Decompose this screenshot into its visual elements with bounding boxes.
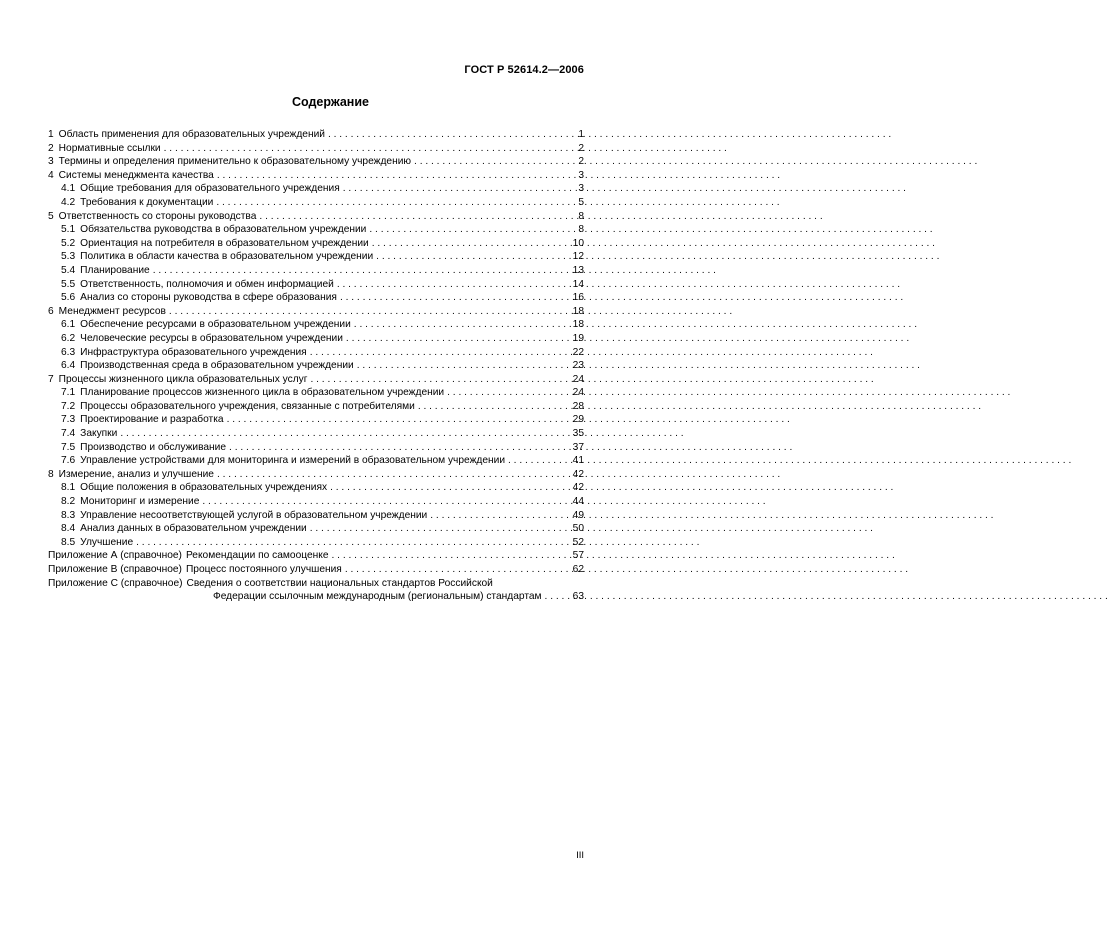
toc-appendix-label: Рекомендации по самооценке bbox=[185, 550, 329, 562]
toc-entry-page: 8 bbox=[578, 210, 584, 222]
toc-leader-dots bbox=[310, 373, 569, 387]
toc-entry[interactable] bbox=[48, 332, 584, 346]
toc-entry-number: 4.2 bbox=[61, 196, 76, 208]
toc-entry-label: Ответственность со стороны руководства bbox=[58, 210, 257, 222]
toc-entry-number: 7.1 bbox=[61, 387, 76, 399]
toc-entry-number: 5.6 bbox=[61, 292, 76, 304]
toc-entry-page: 13 bbox=[572, 264, 584, 276]
toc-entry-number: 7.2 bbox=[61, 400, 76, 412]
toc-entry-number: 2 bbox=[48, 142, 54, 154]
toc-leader-dots bbox=[310, 346, 570, 360]
toc-entry[interactable] bbox=[48, 468, 584, 482]
toc-entry-page: 16 bbox=[572, 292, 584, 304]
toc-entry-number: 5.4 bbox=[61, 264, 76, 276]
toc-entry-page: 42 bbox=[572, 482, 584, 494]
toc-leader-dots bbox=[345, 563, 570, 577]
toc-entry-number: 5.1 bbox=[61, 224, 76, 236]
toc-leader-dots bbox=[229, 441, 570, 455]
toc-appendix-prefix: Приложение А (справочное) bbox=[48, 550, 182, 562]
toc-entry[interactable] bbox=[48, 318, 584, 332]
toc-entry[interactable] bbox=[48, 346, 584, 360]
toc-entry-page: 23 bbox=[572, 360, 584, 372]
toc-entry-number: 5.2 bbox=[61, 237, 76, 249]
toc-entry-page: 37 bbox=[572, 441, 584, 453]
toc-entry-page: 24 bbox=[572, 387, 584, 399]
toc-entry-label: Планирование процессов жизненного цикла в образовательном учреждении bbox=[80, 387, 445, 399]
toc-entry-label: Ориентация на потребителя в образовательном учреждении bbox=[80, 237, 369, 249]
toc-entry-number: 7.3 bbox=[61, 414, 76, 426]
toc-leader-dots bbox=[340, 291, 570, 305]
toc-leader-dots bbox=[447, 386, 570, 400]
toc-entry-number: 4.1 bbox=[61, 183, 76, 195]
toc-entry-number: 6.1 bbox=[61, 319, 76, 331]
toc-entry-label: Область применения для образовательных учреждений bbox=[58, 129, 325, 140]
toc-entry-number: 6.4 bbox=[61, 360, 76, 372]
toc-leader-dots bbox=[217, 169, 575, 183]
toc-entry-label: Обязательства руководства в образовательном учреждении bbox=[80, 224, 367, 236]
toc-entry-label: Системы менеджмента качества bbox=[58, 169, 214, 181]
toc-entry-number: 5.3 bbox=[61, 251, 76, 263]
toc-entry-label: Закупки bbox=[80, 428, 118, 440]
toc-entry-page: 12 bbox=[572, 251, 584, 263]
toc-entry-number: 6.3 bbox=[61, 346, 76, 358]
toc-leader-dots bbox=[545, 590, 570, 604]
toc-appendix-prefix: Приложение В (справочное) bbox=[48, 564, 182, 575]
toc-entry-number: 7.4 bbox=[61, 428, 76, 440]
toc-entry-number: 8.3 bbox=[61, 509, 76, 521]
toc-entry-page: 52 bbox=[572, 536, 584, 548]
toc-entry[interactable] bbox=[48, 169, 584, 183]
toc-leader-dots bbox=[136, 536, 570, 550]
toc-entry-page: 28 bbox=[572, 400, 584, 412]
toc-title: Содержание bbox=[291, 95, 369, 109]
toc-entry-page: 1 bbox=[578, 129, 584, 140]
toc-entry[interactable] bbox=[48, 278, 584, 292]
toc-entry-number: 8 bbox=[48, 468, 54, 480]
toc-entry-page: 50 bbox=[572, 523, 584, 535]
toc-entry-number: 5.5 bbox=[61, 278, 76, 290]
toc-entry-label: Ответственность, полномочия и обмен информацией bbox=[80, 278, 334, 290]
toc-entry[interactable] bbox=[48, 509, 584, 523]
toc-entry[interactable] bbox=[48, 155, 584, 169]
toc-appendix-label: Процесс постоянного улучшения bbox=[185, 564, 342, 575]
toc-entry[interactable] bbox=[48, 386, 584, 400]
toc-entry[interactable] bbox=[48, 359, 584, 373]
toc-entry-label: Общие требования для образовательного учреждения bbox=[80, 183, 340, 195]
toc-entry[interactable] bbox=[48, 237, 584, 251]
toc-entry-page: 10 bbox=[572, 237, 584, 249]
toc-entry[interactable] bbox=[48, 128, 584, 142]
toc-entry-label: Мониторинг и измерение bbox=[80, 496, 200, 508]
toc-entry-label: Человеческие ресурсы в образовательном учреждении bbox=[80, 332, 343, 344]
page-number: III bbox=[576, 850, 584, 861]
toc-entry-label: Требования к документации bbox=[80, 196, 214, 208]
toc-leader-dots bbox=[202, 495, 569, 509]
toc-entry-page: 8 bbox=[578, 224, 584, 236]
toc-entry-page: 18 bbox=[572, 319, 584, 331]
toc-entry-label: Производственная среда в образовательном учреждении bbox=[80, 360, 354, 372]
toc-entry-number: 8.4 bbox=[61, 523, 76, 535]
toc-leader-dots bbox=[376, 250, 569, 264]
standard-code: ГОСТ Р 52614.2—2006 bbox=[464, 64, 584, 76]
toc-entry[interactable] bbox=[48, 481, 584, 495]
toc-entry-page: 5 bbox=[578, 196, 584, 208]
toc-entry-label: Процессы жизненного цикла образовательных услуг bbox=[58, 373, 308, 385]
toc-entry-label: Обеспечение ресурсами в образовательном учреждении bbox=[80, 319, 351, 331]
toc-entry[interactable] bbox=[48, 250, 584, 264]
toc-entry-page: 44 bbox=[572, 496, 584, 508]
toc-entry-number: 7.5 bbox=[61, 441, 76, 453]
toc-entry[interactable] bbox=[48, 427, 584, 441]
toc-entry-label: Управление несоответствующей услугой в образовательном учреждении bbox=[80, 509, 428, 521]
toc-entry-number: 3 bbox=[48, 156, 54, 168]
toc-entry[interactable] bbox=[48, 413, 584, 427]
toc-entry[interactable] bbox=[48, 142, 584, 156]
toc-appendix-label: Сведения о соответствии национальных стандартов Российской bbox=[186, 577, 493, 589]
toc-entry-number: 7 bbox=[48, 373, 54, 385]
toc-entry[interactable] bbox=[48, 536, 584, 550]
toc-entry-label: Планирование bbox=[80, 264, 150, 276]
toc-entry-label: Нормативные ссылки bbox=[58, 142, 161, 154]
toc-appendix-label-continued: Федерации ссылочным международным (региональным) стандартам bbox=[213, 591, 542, 603]
toc-leader-dots bbox=[346, 332, 570, 346]
toc-entry-page: 22 bbox=[572, 346, 584, 358]
toc-entry-page: 14 bbox=[572, 278, 584, 290]
toc-leader-dots bbox=[414, 155, 575, 169]
toc-entry[interactable] bbox=[48, 454, 584, 468]
toc-entry[interactable] bbox=[48, 522, 584, 536]
toc-entry[interactable] bbox=[48, 196, 584, 210]
toc-entry-label: Улучшение bbox=[80, 536, 134, 548]
toc-entry-page: 18 bbox=[572, 305, 584, 317]
toc-entry-label: Управление устройствами для мониторинга и измерений в образовательном учреждении bbox=[80, 455, 506, 467]
toc-leader-dots bbox=[330, 481, 570, 495]
toc-appendix-prefix: Приложение С (справочное) bbox=[48, 577, 183, 589]
toc-entry-number: 7.6 bbox=[61, 455, 76, 467]
toc-entry-page: 2 bbox=[578, 156, 584, 168]
toc-leader-dots bbox=[153, 264, 570, 278]
toc-entry[interactable] bbox=[48, 210, 584, 224]
toc-appendix-entry[interactable] bbox=[48, 577, 584, 591]
toc-entry-label: Менеджмент ресурсов bbox=[58, 305, 166, 317]
toc-entry-page: 24 bbox=[572, 373, 584, 385]
toc-entry[interactable] bbox=[48, 373, 584, 387]
toc-entry-number: 5 bbox=[48, 210, 54, 222]
toc-appendix-page: 57 bbox=[572, 550, 584, 562]
toc-entry-page: 3 bbox=[578, 169, 584, 181]
toc-entry[interactable] bbox=[48, 495, 584, 509]
toc-appendix-page: 63 bbox=[572, 591, 584, 603]
toc-entry-label: Производство и обслуживание bbox=[80, 441, 227, 453]
toc-leader-dots bbox=[164, 142, 576, 156]
toc-appendix-continuation bbox=[48, 590, 584, 604]
toc-leader-dots bbox=[337, 278, 570, 292]
toc-entry[interactable] bbox=[48, 223, 584, 237]
toc-leader-dots bbox=[332, 549, 570, 563]
toc-entry-label: Политика в области качества в образовательном учреждении bbox=[80, 251, 374, 263]
toc-leader-dots bbox=[357, 359, 570, 373]
toc-appendix-page: 62 bbox=[572, 564, 584, 575]
toc-entry[interactable] bbox=[48, 291, 584, 305]
toc-appendix-entry[interactable] bbox=[48, 563, 584, 577]
toc-entry-number: 8.5 bbox=[61, 536, 76, 548]
toc-entry-number: 6.2 bbox=[61, 332, 76, 344]
toc-leader-dots bbox=[430, 509, 569, 523]
toc-entry-label: Термины и определения применительно к образовательному учреждению bbox=[58, 156, 412, 168]
toc-entry-label: Общие положения в образовательных учреждениях bbox=[80, 482, 328, 494]
toc-entry-number: 6 bbox=[48, 305, 54, 317]
toc-entry-page: 49 bbox=[572, 509, 584, 521]
toc-leader-dots bbox=[343, 182, 576, 196]
toc-entry-page: 3 bbox=[578, 183, 584, 195]
toc-entry-number: 8.1 bbox=[61, 482, 76, 494]
toc-entry-page: 2 bbox=[578, 142, 584, 154]
toc-entry[interactable] bbox=[48, 182, 584, 196]
toc-entry-page: 19 bbox=[572, 332, 584, 344]
toc-entry-page: 42 bbox=[572, 468, 584, 480]
toc-entry[interactable] bbox=[48, 264, 584, 278]
toc-leader-dots bbox=[508, 454, 570, 468]
toc-entry-label: Инфраструктура образовательного учреждения bbox=[80, 346, 307, 358]
toc-entry-label: Анализ данных в образовательном учреждении bbox=[80, 523, 307, 535]
toc-entry-label: Анализ со стороны руководства в сфере образования bbox=[80, 292, 337, 304]
toc-leader-dots bbox=[259, 210, 575, 224]
toc-entry[interactable] bbox=[48, 441, 584, 455]
toc-leader-dots bbox=[354, 318, 570, 332]
toc-entry-label: Измерение, анализ и улучшение bbox=[58, 468, 214, 480]
toc-entry-label: Проектирование и разработка bbox=[80, 414, 224, 426]
toc-entry-page: 41 bbox=[572, 455, 584, 467]
toc-leader-dots bbox=[418, 400, 570, 414]
toc-leader-dots bbox=[227, 413, 570, 427]
toc-entry-number: 8.2 bbox=[61, 496, 76, 508]
toc-leader-dots bbox=[216, 196, 575, 210]
toc-entry-number: 4 bbox=[48, 169, 54, 181]
toc-entry[interactable] bbox=[48, 305, 584, 319]
toc-leader-dots bbox=[328, 128, 575, 142]
toc-appendix-entry[interactable] bbox=[48, 549, 584, 563]
toc-entry-number: 1 bbox=[48, 129, 54, 140]
toc-leader-dots bbox=[169, 305, 570, 319]
toc-leader-dots bbox=[120, 427, 569, 441]
toc-leader-dots bbox=[310, 522, 570, 536]
toc-entry-label: Процессы образовательного учреждения, связанные с потребителями bbox=[80, 400, 415, 412]
toc-entry[interactable] bbox=[48, 400, 584, 414]
toc-entry-page: 35 bbox=[572, 428, 584, 440]
toc-leader-dots bbox=[369, 223, 575, 237]
toc-entry-page: 29 bbox=[572, 414, 584, 426]
toc-leader-dots bbox=[372, 237, 570, 251]
table-of-contents bbox=[48, 128, 584, 604]
toc-leader-dots bbox=[217, 468, 570, 482]
